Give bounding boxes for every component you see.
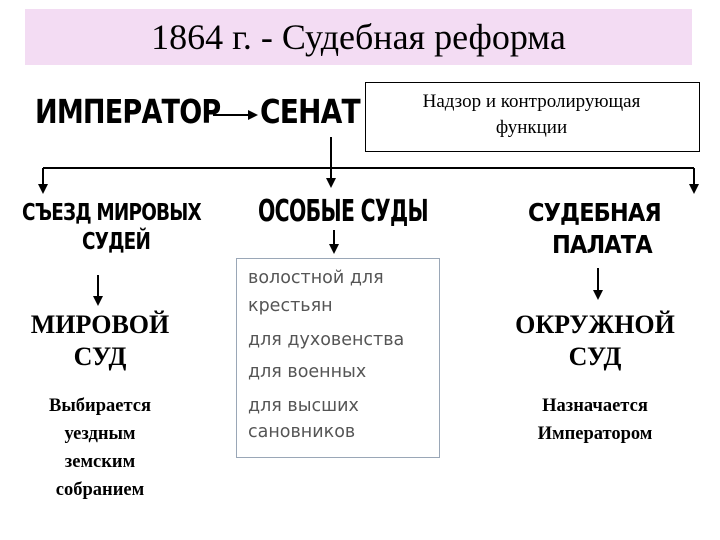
mirovoy-sud-line-1: МИРОВОЙ [30, 310, 170, 339]
right-note-line-1: Назначается [542, 396, 648, 416]
left-note-line-3: земским [64, 452, 136, 472]
special-court-item: для высших [248, 396, 359, 416]
left-note-line-1: Выбирается [49, 396, 151, 416]
senate-label: СЕНАТ [260, 92, 360, 131]
chamber-label-line-1: СУДЕБНАЯ [528, 198, 661, 227]
special-court-item: для военных [248, 362, 367, 382]
emperor-label: ИМПЕРАТОР [35, 92, 221, 131]
mirovoy-sud-line-2: СУД [73, 342, 127, 371]
left-note-line-2: уездным [64, 424, 136, 444]
left-note-line-4: собранием [55, 480, 145, 500]
right-note-line-2: Императором [537, 424, 653, 444]
special-court-item: волостной для [248, 268, 384, 288]
special-court-item: крестьян [248, 296, 333, 316]
special-courts-label: ОСОБЫЕ СУДЫ [258, 194, 428, 229]
slide-title: 1864 г. - Судебная реформа [151, 17, 566, 57]
congress-label-line-1: СЪЕЗД МИРОВЫХ [22, 200, 201, 226]
congress-label-line-2: СУДЕЙ [82, 229, 151, 255]
senate-note-line-1: Надзор и контролирующая [422, 91, 641, 112]
special-court-item: для духовенства [248, 330, 405, 350]
special-court-item: сановников [248, 422, 356, 442]
senate-note-line-2: функции [495, 117, 568, 138]
okruzhnoy-sud-line-2: СУД [568, 342, 622, 371]
okruzhnoy-sud-line-1: ОКРУЖНОЙ [515, 310, 675, 339]
chamber-label-line-2: ПАЛАТА [552, 230, 652, 259]
